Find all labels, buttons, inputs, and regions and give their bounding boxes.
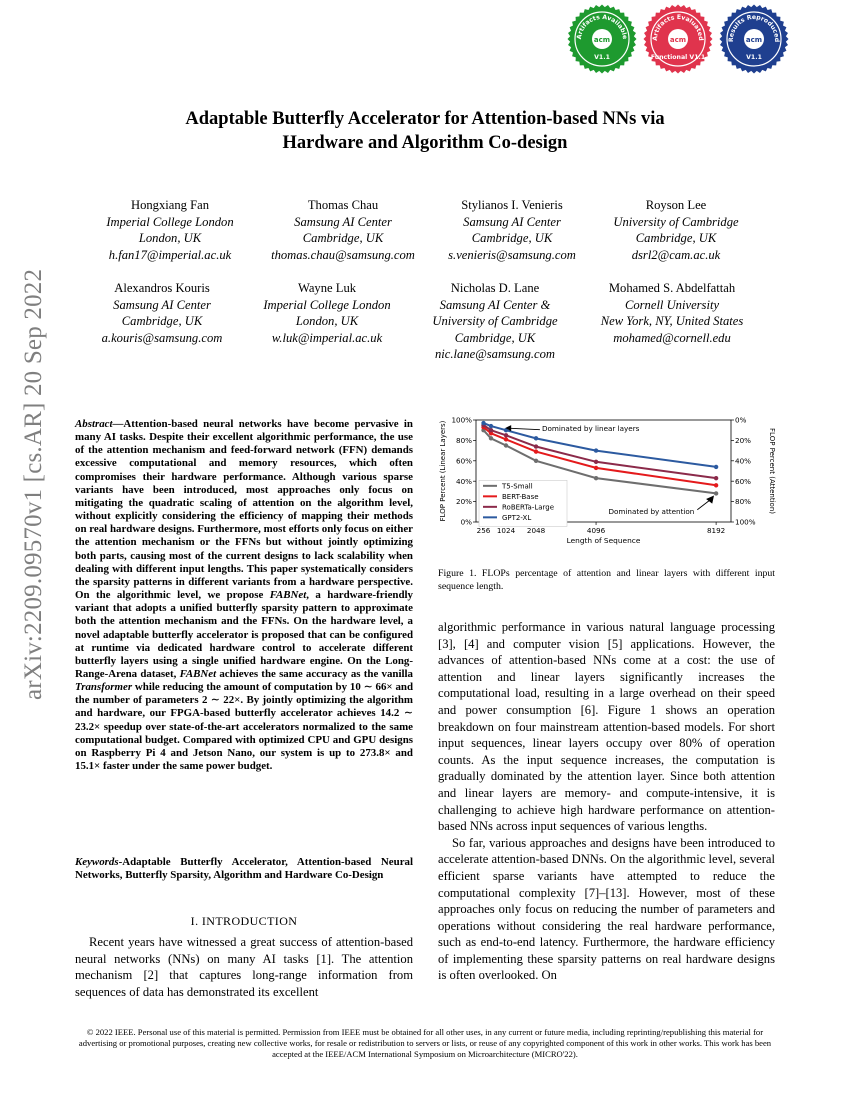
author-name: Stylianos I. Venieris	[461, 198, 563, 212]
annotation-linear: Dominated by linear layers	[541, 424, 640, 434]
data-point	[489, 428, 493, 432]
legend-label: RoBERTa-Large	[502, 503, 555, 512]
author-affiliation: Samsung AI Center &	[439, 297, 551, 312]
author-name: Hongxiang Fan	[130, 198, 209, 212]
x-tick-label: 2048	[526, 526, 546, 535]
y-tick-label-right: 40%	[735, 456, 751, 466]
data-point	[714, 476, 718, 480]
author-block	[232, 280, 422, 346]
author-block	[67, 280, 257, 346]
author-location: London, UK	[295, 314, 359, 328]
author-name: Thomas Chau	[307, 198, 379, 212]
section-heading-introduction: I. INTRODUCTION	[190, 914, 298, 928]
abstract-fabnet: FABNet	[179, 667, 217, 680]
paper-title	[100, 107, 750, 155]
author-location: Cambridge, UK	[454, 330, 536, 345]
data-point	[504, 433, 508, 437]
y-tick-label-left: 0%	[460, 517, 472, 527]
author-name: Royson Lee	[645, 198, 707, 212]
author-email[interactable]: nic.lane@samsung.com	[434, 347, 556, 361]
author-name: Wayne Luk	[297, 281, 357, 295]
badge-version-text: V1.1	[594, 54, 610, 61]
author-location: Cambridge, UK	[302, 231, 384, 245]
author-block	[248, 197, 438, 263]
author-block	[581, 197, 771, 263]
y-tick-label-left: 60%	[456, 456, 472, 466]
badge-version-text: V1.1	[746, 54, 762, 61]
data-point	[534, 444, 538, 448]
author-location: Cambridge, UK	[121, 314, 203, 328]
data-point	[504, 437, 508, 441]
author-location: Cambridge, UK	[471, 231, 553, 245]
data-point	[594, 460, 598, 464]
acm-badge-artifacts-available	[567, 4, 637, 74]
legend-label: GPT2-XL	[502, 513, 532, 522]
data-point	[481, 421, 485, 425]
intro-paragraph-left: Recent years have witnessed a great success of attention-based neural networks (NNs) on many AI tasks [1]. The attention mechanism [2] that captures long-range information from sequences of data has demonstrated its excellent	[75, 935, 413, 999]
badge-title-text: Artifacts Available	[575, 13, 629, 40]
author-name: Alexandros Kouris	[114, 281, 210, 295]
data-point	[714, 491, 718, 495]
author-location: London, UK	[138, 231, 202, 245]
author-block	[400, 280, 590, 363]
author-email[interactable]: dsrl2@cam.ac.uk	[631, 247, 721, 262]
y-tick-label-left: 80%	[456, 436, 472, 445]
abstract-text-1: —Attention-based neural networks have become pervasive in many AI tasks. Despite their excellent algorithmic performance, the use of the attention mechanism and feed-forward network (FFN) demands excessive computational and memory resources, which often compromises their hardware performance. Although various sparse variants have been introduced, most approaches only focus on mitigating the quadratic scaling of attention on the algorithm level, without explicitly considering the efficiency of mapping their methods on real hardware designs. Furthermore, most efforts only focus on either the attention mechanism or the FFNs but without jointly optimizing both parts, causing most of the current designs to lack scalability when dealing with different input lengths. This paper systematically considers the sparsity patterns in different variants from a hardware perspective. On the algorithmic level, we propose	[75, 418, 413, 602]
y-tick-label-right: 20%	[735, 436, 751, 445]
data-point	[504, 443, 508, 447]
data-point	[534, 436, 538, 440]
badge-acm-text: acm	[593, 36, 611, 44]
author-affiliation: University of Cambridge	[613, 214, 739, 229]
keywords-text: -Adaptable Butterfly Accelerator, Attention-based Neural Networks, Butterfly Sparsity, Algorithm and Hardware Co-Design	[75, 856, 413, 882]
data-point	[534, 449, 538, 453]
badge-title-text: Results Reproduced	[727, 13, 781, 43]
badge-acm-text: acm	[745, 36, 763, 44]
data-point	[534, 459, 538, 463]
author-block	[417, 197, 607, 263]
y-axis-label-right: FLOP Percent (Attention)	[768, 428, 776, 514]
author-affiliation: Samsung AI Center	[113, 297, 211, 312]
arxiv-stamp: arXiv:2209.09570v1 [cs.AR] 20 Sep 2022	[20, 268, 47, 700]
title-line-1: Adaptable Butterfly Accelerator for Attention-based NNs via	[185, 109, 665, 129]
author-affiliation: Imperial College London	[106, 214, 234, 229]
author-name: Mohamed S. Abdelfattah	[608, 281, 736, 295]
badge-acm-text: acm	[669, 36, 687, 44]
x-tick-label: 1024	[496, 526, 516, 535]
y-tick-label-left: 40%	[456, 476, 472, 486]
keywords	[75, 856, 413, 882]
abstract-text-2: , a hardware-friendly variant that adopts a unified butterfly sparsity pattern to approximate both the attention mechanism and the FFNs. On the hardware level, a novel adaptable butterfly accelerator is proposed that can be configured at runtime via dedicated hardware control to accelerate different butterfly layers using a single unified hardware engine. On the Long-Range-Arena dataset,	[75, 589, 413, 680]
y-tick-label-right: 80%	[735, 497, 751, 507]
figure-1-caption: Figure 1. FLOPs percentage of attention and linear layers with different input sequence length.	[438, 568, 775, 592]
acm-badge-artifacts-evaluated	[643, 4, 713, 74]
annotation-arrow-linear	[508, 428, 540, 430]
abstract	[75, 418, 413, 773]
author-email[interactable]: w.luk@imperial.ac.uk	[271, 330, 383, 345]
series-line	[484, 427, 717, 485]
copyright-notice: © 2022 IEEE. Personal use of this material is permitted. Permission from IEEE must be obtained for all other uses, in any current or future media, including reprinting/republishing this material for advertising or promotional purposes, creating new collective works, for resale or redistribution to servers or lists, or reuse of any copyrighted component of this work in other works. This work has been accepted at the IEEE/ACM International Symposium on Microarchitecture (MICRO'22).	[78, 1027, 772, 1059]
author-affiliation: Imperial College London	[263, 297, 391, 312]
legend-label: BERT-Base	[502, 492, 539, 501]
y-tick-label-right: 0%	[735, 415, 747, 425]
x-tick-label: 256	[476, 526, 491, 535]
abstract-transformer: Transformer	[75, 681, 133, 694]
author-location: Cambridge, UK	[635, 231, 717, 245]
data-point	[714, 465, 718, 469]
abstract-text-4: while reducing the amount of computation by 10 ∼ 66× and the number of parameters 2 ∼ 22×. By jointly optimizing the algorithm and hardware, our FPGA-based butterfly accelerator achieves 14.2 ∼ 23.2× speedup over state-of-the-art accelerators normalized to the same computational budget. Compared with optimized CPU and GPU designs on Raspberry Pi 4 and Jetson Nano, our system is up to 273.8× and 15.1× faster under the same power budget.	[75, 681, 413, 773]
author-email[interactable]: thomas.chau@samsung.com	[271, 247, 415, 262]
author-email[interactable]: a.kouris@samsung.com	[101, 330, 223, 345]
intro-paragraph-right-2: So far, various approaches and designs have been introduced to accelerate attention-based DNNs. On the algorithmic level, several efficient sparse variants have attempted to reduce the computational complexity [7]–[13]. However, most of these approaches only focus on reducing the number of parameters and operations without considering the real hardware performance, such as end-to-end latency. Furthermore, the hardware efficiency of implementing these sparsity patterns on real hardware designs is often overlooked. On	[438, 835, 775, 983]
y-tick-label-left: 100%	[451, 415, 472, 425]
author-email[interactable]: h.fan17@imperial.ac.uk	[108, 247, 232, 262]
annotation-attention: Dominated by attention	[608, 506, 695, 516]
author-affiliation-2: University of Cambridge	[432, 314, 558, 328]
data-point	[594, 466, 598, 470]
keywords-label: Keywords	[75, 856, 119, 868]
figure-1-chart	[436, 412, 776, 552]
abstract-fabnet: FABNet	[269, 589, 307, 602]
x-tick-label: 8192	[706, 526, 726, 535]
y-tick-label-right: 60%	[735, 476, 751, 486]
acm-badge-results-reproduced	[719, 4, 789, 74]
title-line-2: Hardware and Algorithm Co-design	[282, 133, 568, 153]
author-block	[75, 197, 265, 263]
legend-label: T5-Small	[502, 482, 533, 491]
x-axis-label: Length of Sequence	[566, 536, 641, 545]
abstract-label: Abstract	[75, 418, 113, 430]
data-point	[594, 476, 598, 480]
flop-percent-chart	[436, 412, 776, 552]
data-point	[489, 424, 493, 428]
data-point	[594, 448, 598, 452]
badge-title-text: Artifacts Evaluated	[651, 13, 705, 41]
author-affiliation: Samsung AI Center	[463, 214, 561, 229]
intro-paragraph-right-1: algorithmic performance in various natural language processing [3], [4] and computer vision [5] applications. However, the advances of attention-based NNs come at a cost: the use of attention and linear layers significantly increases the computational load, resulting in a large overhead on their speed and power consumption [6]. Figure 1 shows an operation breakdown on four mainstream attention-based models. For short input sequences, linear layers occupy over 80% of operation counts. As the input sequence increases, the computation is gradually dominated by the attention layer. Since both attention and linear layers are memory- and compute-intensive, it is challenging to achieve high hardware performance on attention-based NNs across input sequences of various lengths.	[438, 620, 775, 834]
badge-version-text: Functional V1.1	[650, 54, 706, 61]
author-affiliation: Samsung AI Center	[294, 214, 392, 229]
x-tick-label: 4096	[586, 526, 606, 535]
author-email[interactable]: mohamed@cornell.edu	[613, 330, 731, 345]
data-point	[489, 436, 493, 440]
y-axis-label-left: FLOP Percent (Linear Layers)	[439, 420, 447, 522]
y-tick-label-right: 100%	[735, 517, 756, 527]
author-block	[577, 280, 767, 346]
y-tick-label-left: 20%	[456, 497, 472, 507]
author-name: Nicholas D. Lane	[450, 281, 540, 295]
author-affiliation: Cornell University	[624, 297, 720, 312]
intro-right-column	[438, 619, 775, 984]
author-email[interactable]: s.venieris@samsung.com	[448, 247, 576, 262]
abstract-text-3: achieves the same accuracy as the vanilla	[216, 667, 413, 680]
author-location: New York, NY, United States	[600, 314, 744, 328]
data-point	[714, 483, 718, 487]
